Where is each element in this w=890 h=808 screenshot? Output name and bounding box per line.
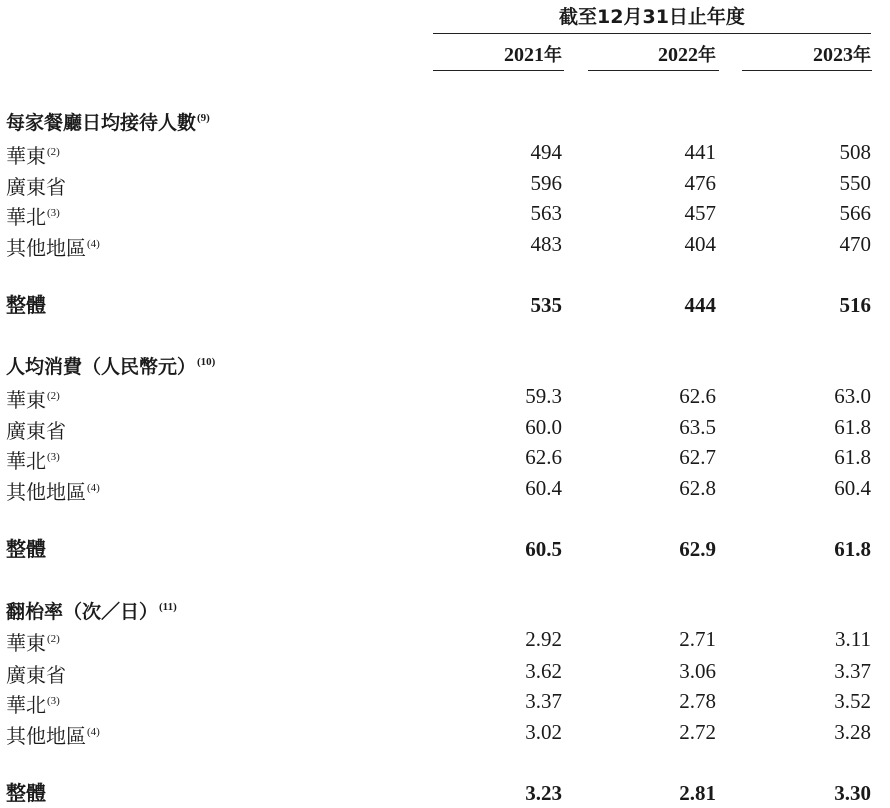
value-2021: 494 [530, 140, 562, 164]
value-2023: 61.8 [834, 445, 871, 469]
region-label [6, 137, 60, 171]
year-header-2022 [658, 41, 716, 69]
region-name: 華北 [6, 205, 46, 229]
year-2023-number: 2023 [813, 44, 853, 66]
region-label [6, 381, 60, 415]
value-2023: 470 [839, 232, 871, 256]
region-note: (3) [47, 451, 60, 463]
region-note: (4) [87, 238, 100, 250]
value-2023: 3.11 [835, 627, 871, 651]
table-row [0, 229, 890, 259]
region-name: 華東 [6, 388, 46, 412]
section-title [6, 347, 215, 382]
total-label: 整體 [6, 781, 46, 805]
section-title-text: 人均消費（人民幣元） [6, 356, 197, 378]
value-2022: 404 [684, 232, 716, 256]
value-2021: 59.3 [525, 384, 562, 408]
table-row [0, 412, 890, 442]
total-row [0, 290, 890, 320]
total-value-2022: 2.81 [679, 781, 716, 805]
value-2021: 483 [530, 232, 562, 256]
total-value-2022: 62.9 [679, 537, 716, 561]
total-value-2023: 3.30 [834, 781, 871, 805]
region-label [6, 229, 100, 263]
year-rule-2022 [588, 70, 719, 71]
region-name: 廣東省 [6, 419, 66, 443]
year-2023-suffix: 年 [853, 45, 871, 66]
value-2022: 63.5 [679, 415, 716, 439]
region-note: (4) [87, 482, 100, 494]
total-row [0, 534, 890, 564]
value-2023: 508 [839, 140, 871, 164]
total-value-2023: 61.8 [834, 537, 871, 561]
total-label: 整體 [6, 293, 46, 317]
region-name: 廣東省 [6, 175, 66, 199]
region-name: 其他地區 [6, 724, 86, 748]
table-row [0, 624, 890, 654]
region-note: (2) [47, 633, 60, 645]
region-label [6, 473, 100, 507]
region-name: 廣東省 [6, 663, 66, 687]
total-value-2021: 3.23 [525, 781, 562, 805]
year-2021-suffix: 年 [544, 45, 562, 66]
value-2023: 61.8 [834, 415, 871, 439]
region-name: 華北 [6, 693, 46, 717]
region-label [6, 686, 60, 720]
value-2021: 3.02 [525, 720, 562, 744]
table-row [0, 656, 890, 686]
section-title [6, 103, 210, 138]
value-2022: 2.72 [679, 720, 716, 744]
value-2022: 62.8 [679, 476, 716, 500]
value-2022: 3.06 [679, 659, 716, 683]
value-2022: 457 [684, 201, 716, 225]
value-2021: 563 [530, 201, 562, 225]
value-2021: 3.62 [525, 659, 562, 683]
region-label [6, 442, 60, 476]
section-note: (10) [197, 356, 216, 368]
table-row [0, 381, 890, 411]
region-name: 其他地區 [6, 480, 86, 504]
value-2023: 550 [839, 171, 871, 195]
year-2022-suffix: 年 [698, 45, 716, 66]
section-note: (11) [159, 601, 177, 613]
region-label [6, 624, 60, 658]
section-title-text: 每家餐廳日均接待人數 [6, 112, 197, 134]
period-rule [433, 33, 871, 34]
year-2021-number: 2021 [504, 44, 544, 66]
value-2021: 3.37 [525, 689, 562, 713]
region-name: 華東 [6, 631, 46, 655]
value-2022: 2.78 [679, 689, 716, 713]
year-header-2021 [504, 41, 562, 69]
region-name: 華北 [6, 449, 46, 473]
region-label [6, 717, 100, 751]
total-row [0, 778, 890, 808]
region-note: (2) [47, 390, 60, 402]
region-note: (3) [47, 695, 60, 707]
value-2023: 3.52 [834, 689, 871, 713]
year-rule-2023 [742, 70, 872, 71]
region-name: 其他地區 [6, 236, 86, 260]
table-row [0, 442, 890, 472]
region-name: 華東 [6, 144, 46, 168]
value-2023: 3.28 [834, 720, 871, 744]
year-header-2023 [813, 41, 871, 69]
total-label: 整體 [6, 537, 46, 561]
region-note: (3) [47, 207, 60, 219]
total-value-2022: 444 [684, 293, 716, 317]
year-rule-2021 [433, 70, 564, 71]
value-2021: 60.4 [525, 476, 562, 500]
total-value-2021: 535 [530, 293, 562, 317]
region-note: (4) [87, 726, 100, 738]
section-note: (9) [197, 112, 210, 124]
year-2022-number: 2022 [658, 44, 698, 66]
section-title [6, 592, 177, 627]
value-2022: 476 [684, 171, 716, 195]
value-2023: 3.37 [834, 659, 871, 683]
table-row [0, 473, 890, 503]
value-2023: 63.0 [834, 384, 871, 408]
table-row [0, 198, 890, 228]
value-2021: 596 [530, 171, 562, 195]
region-note: (2) [47, 146, 60, 158]
section-title-text: 翻枱率（次／日） [6, 601, 159, 623]
period-header: 截至12月31日止年度 [559, 6, 745, 28]
table-row [0, 168, 890, 198]
value-2022: 62.6 [679, 384, 716, 408]
value-2021: 60.0 [525, 415, 562, 439]
region-label [6, 412, 67, 446]
table-row [0, 717, 890, 747]
region-label [6, 656, 67, 690]
table-row [0, 686, 890, 716]
total-value-2021: 60.5 [525, 537, 562, 561]
region-label [6, 198, 60, 232]
value-2022: 441 [684, 140, 716, 164]
value-2021: 62.6 [525, 445, 562, 469]
total-value-2023: 516 [839, 293, 871, 317]
value-2022: 62.7 [679, 445, 716, 469]
region-label [6, 168, 67, 202]
table-row [0, 137, 890, 167]
value-2021: 2.92 [525, 627, 562, 651]
value-2022: 2.71 [679, 627, 716, 651]
value-2023: 60.4 [834, 476, 871, 500]
value-2023: 566 [839, 201, 871, 225]
